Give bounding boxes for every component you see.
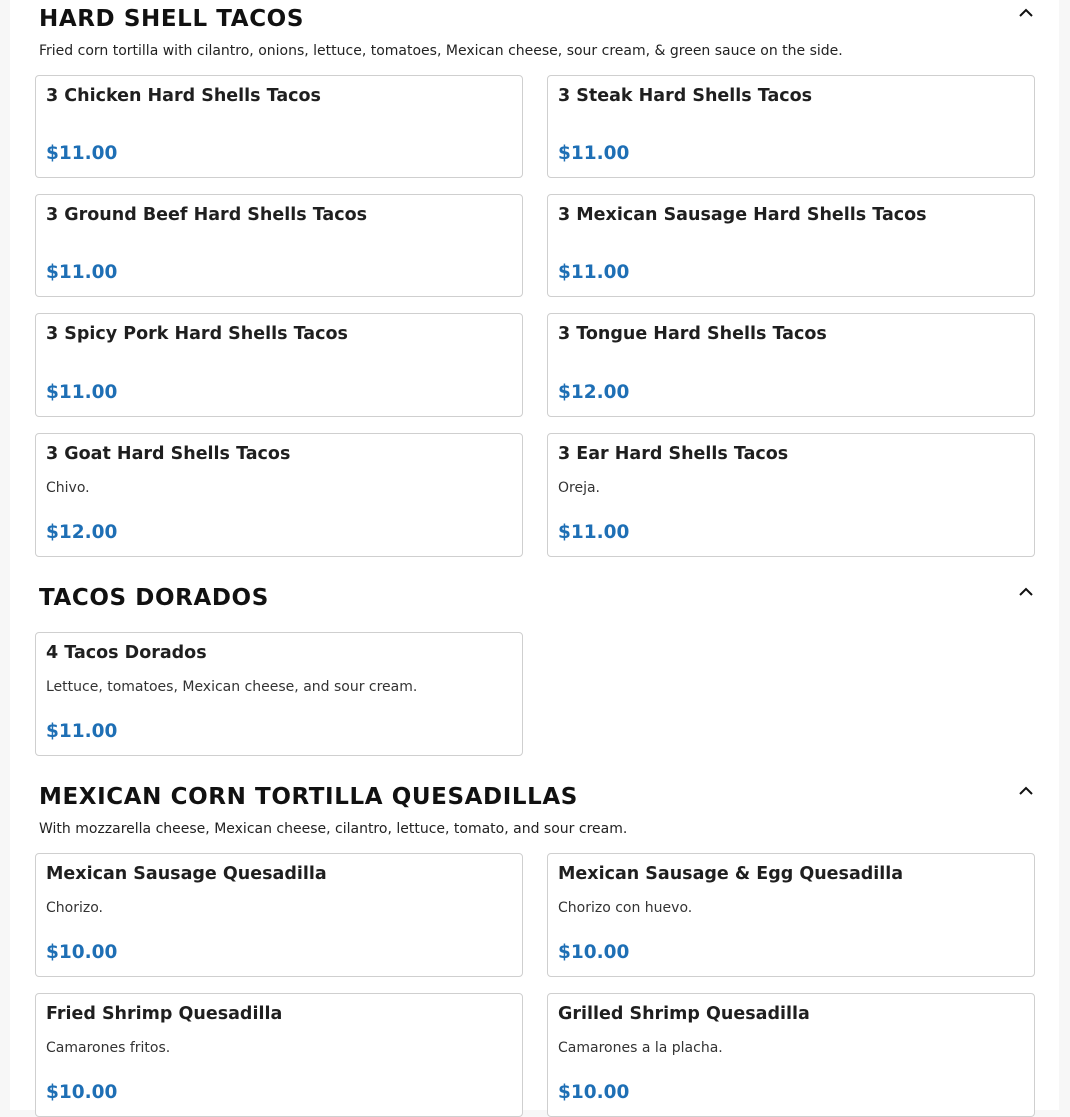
section-quesadillas — [10, 779, 1059, 1110]
menu-page — [10, 0, 1059, 1110]
chevron-up-icon[interactable] — [1018, 584, 1034, 600]
menu-item-card[interactable] — [35, 632, 523, 756]
menu-item-card[interactable] — [35, 853, 523, 977]
item-price: $11.00 — [46, 382, 118, 403]
section-description: With mozzarella cheese, Mexican cheese, cilantro, lettuce, tomato, and sour cream. — [39, 821, 628, 837]
item-description: Camarones fritos. — [46, 1040, 171, 1056]
item-name: 3 Ground Beef Hard Shells Tacos — [46, 205, 368, 225]
item-description: Chivo. — [46, 480, 90, 496]
menu-item-card[interactable] — [547, 433, 1035, 557]
item-name: 3 Ear Hard Shells Tacos — [558, 444, 789, 464]
item-name: 3 Mexican Sausage Hard Shells Tacos — [558, 205, 927, 225]
item-name: Mexican Sausage Quesadilla — [46, 864, 327, 884]
item-name: 3 Goat Hard Shells Tacos — [46, 444, 291, 464]
section-header[interactable] — [39, 1, 1039, 37]
item-name: 3 Tongue Hard Shells Tacos — [558, 324, 827, 344]
menu-item-card[interactable] — [547, 993, 1035, 1117]
item-name: 4 Tacos Dorados — [46, 643, 207, 663]
menu-item-card[interactable] — [547, 75, 1035, 178]
section-title: HARD SHELL TACOS — [39, 6, 305, 32]
item-description: Chorizo. — [46, 900, 103, 916]
item-name: Fried Shrimp Quesadilla — [46, 1004, 283, 1024]
section-hard-shell-tacos — [10, 0, 1059, 560]
section-title: TACOS DORADOS — [39, 585, 269, 611]
item-price: $10.00 — [46, 1082, 118, 1103]
menu-item-card[interactable] — [35, 313, 523, 417]
section-tacos-dorados — [10, 580, 1059, 760]
menu-item-card[interactable] — [35, 75, 523, 178]
item-name: 3 Spicy Pork Hard Shells Tacos — [46, 324, 348, 344]
item-price: $10.00 — [558, 942, 630, 963]
item-price: $10.00 — [558, 1082, 630, 1103]
item-name: 3 Steak Hard Shells Tacos — [558, 86, 813, 106]
item-price: $10.00 — [46, 942, 118, 963]
item-name: Grilled Shrimp Quesadilla — [558, 1004, 810, 1024]
item-description: Camarones a la placha. — [558, 1040, 723, 1056]
item-price: $11.00 — [46, 721, 118, 742]
item-description: Chorizo con huevo. — [558, 900, 693, 916]
chevron-up-icon[interactable] — [1018, 783, 1034, 799]
item-price: $11.00 — [558, 143, 630, 164]
item-name: 3 Chicken Hard Shells Tacos — [46, 86, 321, 106]
menu-item-card[interactable] — [35, 194, 523, 297]
item-description: Oreja. — [558, 480, 600, 496]
menu-item-card[interactable] — [35, 433, 523, 557]
item-price: $11.00 — [558, 522, 630, 543]
item-price: $11.00 — [558, 262, 630, 283]
section-header[interactable] — [39, 580, 1039, 616]
item-description: Lettuce, tomatoes, Mexican cheese, and sour cream. — [46, 679, 418, 695]
menu-item-card[interactable] — [35, 993, 523, 1117]
item-price: $12.00 — [558, 382, 630, 403]
item-price: $11.00 — [46, 262, 118, 283]
chevron-up-icon[interactable] — [1018, 5, 1034, 21]
item-price: $11.00 — [46, 143, 118, 164]
section-header[interactable] — [39, 779, 1039, 815]
item-price: $12.00 — [46, 522, 118, 543]
section-description: Fried corn tortilla with cilantro, onions, lettuce, tomatoes, Mexican cheese, sour cream, & green sauce on the side. — [39, 43, 843, 59]
menu-item-card[interactable] — [547, 194, 1035, 297]
menu-item-card[interactable] — [547, 313, 1035, 417]
item-name: Mexican Sausage & Egg Quesadilla — [558, 864, 904, 884]
section-title: MEXICAN CORN TORTILLA QUESADILLAS — [39, 784, 578, 810]
menu-item-card[interactable] — [547, 853, 1035, 977]
